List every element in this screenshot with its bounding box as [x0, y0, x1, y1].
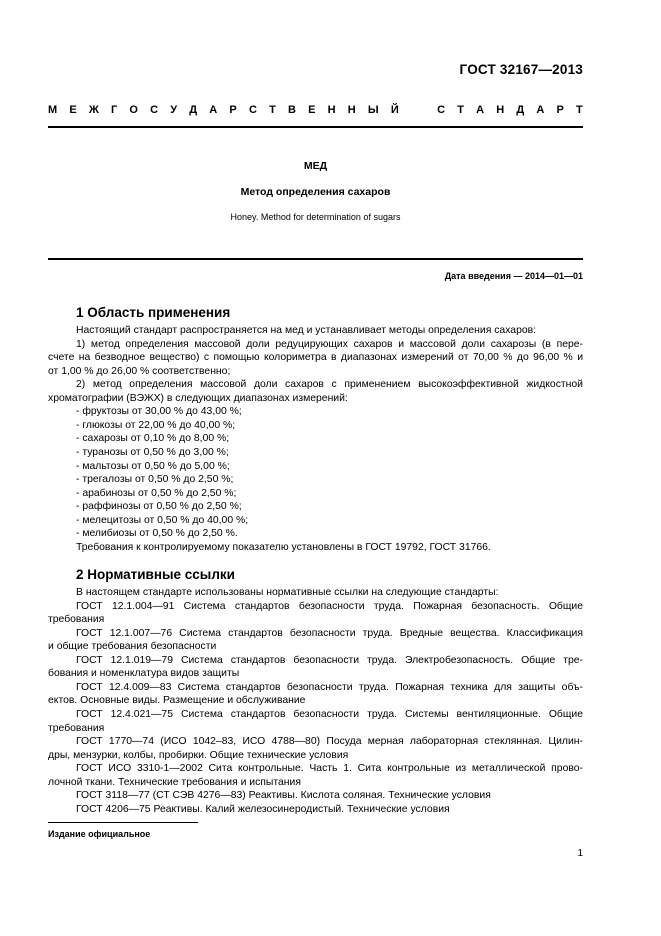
paragraph-line: дры, мензурки, колбы, пробирки. Общие технические условия: [48, 749, 349, 761]
paragraph-line: ГОСТ 4206—75 Реактивы. Калий железосинеродистый. Технические условия: [76, 803, 450, 815]
section-2-heading: 2 Нормативные ссылки: [76, 567, 235, 582]
paragraph-line: лочной ткани. Технические требования и испытания: [48, 776, 301, 788]
paragraph-line: - мелибиозы от 0,50 % до 2,50 %.: [76, 528, 238, 540]
paragraph-line: требования: [48, 722, 105, 734]
paragraph-line: Требования к контролируемому показателю установлены в ГОСТ 19792, ГОСТ 31766.: [76, 541, 491, 553]
paragraph-line: ГОСТ 12.4.021—75 Система стандартов безопасности труда. Системы вентиляционные. Общие: [76, 708, 583, 720]
banner-letter: У: [170, 104, 178, 116]
page-number: 1: [577, 848, 583, 859]
paragraph-line: бования и номенклатура видов защиты: [48, 668, 240, 680]
banner-letter: Д: [516, 104, 525, 116]
banner-letter: С: [437, 104, 446, 116]
paragraph-line: ГОСТ 12.4.009—83 Система стандартов безопасности труда. Пожарная техника для защиты объ-: [76, 681, 583, 693]
banner-gap: [411, 104, 425, 116]
paragraph-line: ГОСТ 12.1.007—76 Система стандартов безопасности труда. Вредные вещества. Классификация: [76, 627, 583, 639]
paragraph-line: ГОСТ 12.1.019—79 Система стандартов безопасности труда. Электробезопасность. Общие тре-: [76, 654, 583, 666]
banner-letter: Н: [347, 104, 356, 116]
footer-divider: [48, 822, 198, 823]
banner-letter: Й: [390, 104, 399, 116]
banner-letter: Д: [189, 104, 198, 116]
paragraph-line: 2) метод определения массовой доли сахаров с применением высокоэффективной жидкостной: [76, 379, 583, 391]
paragraph-line: ектов. Основные виды. Размещение и обслуживание: [48, 695, 306, 707]
banner-letter: А: [209, 104, 218, 116]
banner-letter: О: [129, 104, 138, 116]
paragraph-line: - глюкозы от 22,00 % до 40,00 %;: [76, 419, 236, 431]
paragraph-line: - трегалозы от 0,50 % до 2,50 %;: [76, 474, 234, 486]
banner-letter: А: [536, 104, 545, 116]
banner-letter: Т: [576, 104, 583, 116]
banner-letter: С: [150, 104, 159, 116]
banner-letter: Н: [496, 104, 505, 116]
banner-letter: Ы: [367, 104, 379, 116]
paragraph-line: ГОСТ ИСО 3310-1—2002 Сита контрольные. Часть 1. Сита контрольные из металлической прово-: [76, 763, 583, 775]
introduction-date: Дата введения — 2014—01—01: [444, 271, 583, 281]
bottom-divider: [48, 258, 583, 260]
banner-letter: Г: [110, 104, 118, 116]
paragraph-line: - мелецитозы от 0,50 % до 40,00 %;: [76, 514, 249, 526]
paragraph-line: требования: [48, 614, 105, 626]
top-divider: [48, 126, 583, 128]
interstate-standard-banner: [48, 104, 583, 116]
paragraph-line: 1) метод определения массовой доли редуцирующих сахаров и массовой доли сахарозы (в пере-: [76, 338, 583, 350]
banner-letter: Р: [229, 104, 237, 116]
banner-letter: Т: [269, 104, 276, 116]
document-english-title: Honey. Method for determination of sugars: [230, 212, 401, 222]
paragraph-line: - мальтозы от 0,50 % до 5,00 %;: [76, 460, 230, 472]
banner-letter: Ж: [88, 104, 99, 116]
edition-label: Издание официальное: [48, 829, 151, 839]
document-title: МЕД: [303, 160, 328, 172]
paragraph-line: от 1,00 % до 26,00 % соответственно;: [48, 365, 231, 377]
paragraph-line: ГОСТ 1770—74 (ИСО 1042–83, ИСО 4788—80) Посуда мерная лабораторная стеклянная. Цилин-: [76, 736, 583, 748]
paragraph-line: ГОСТ 12.1.004—91 Система стандартов безопасности труда. Пожарная безопасность. Общие: [76, 600, 583, 612]
banner-letter: М: [48, 104, 58, 116]
paragraph-line: Настоящий стандарт распространяется на мед и устанавливает методы определения сахаров:: [76, 325, 537, 336]
gost-code: ГОСТ 32167—2013: [459, 62, 583, 77]
document-subtitle: Метод определения сахаров: [240, 186, 391, 198]
paragraph-line: - раффинозы от 0,50 % до 2,50 %;: [76, 501, 242, 513]
paragraph-line: и общие требования безопасности: [48, 641, 217, 653]
banner-letter: С: [248, 104, 257, 116]
banner-letter: Е: [69, 104, 77, 116]
paragraph-line: В настоящем стандарте использованы нормативные ссылки на следующие стандарты:: [76, 587, 499, 598]
banner-letter: А: [476, 104, 485, 116]
paragraph-line: хроматографии (ВЭЖХ) в следующих диапазонах измерений:: [48, 392, 348, 404]
banner-letter: Т: [457, 104, 464, 116]
banner-letter: Р: [556, 104, 564, 116]
paragraph-line: счете на безводное вещество) с помощью колориметра в диапазонах измерений от 70,00 % до 96,00 % и: [48, 352, 583, 364]
paragraph-line: - туранозы от 0,50 % до 3,00 %;: [76, 446, 229, 458]
paragraph-line: - сахарозы от 0,10 % до 8,00 %;: [76, 433, 230, 445]
banner-letter: Н: [327, 104, 336, 116]
paragraph-line: - фруктозы от 30,00 % до 43,00 %;: [76, 406, 242, 418]
section-1-heading: 1 Область применения: [76, 305, 231, 320]
banner-letter: Е: [308, 104, 316, 116]
paragraph-line: - арабинозы от 0,50 % до 2,50 %;: [76, 487, 237, 499]
banner-letter: В: [287, 104, 296, 116]
paragraph-line: ГОСТ 3118—77 (СТ СЭВ 4276—83) Реактивы. Кислота соляная. Технические условия: [76, 790, 491, 802]
